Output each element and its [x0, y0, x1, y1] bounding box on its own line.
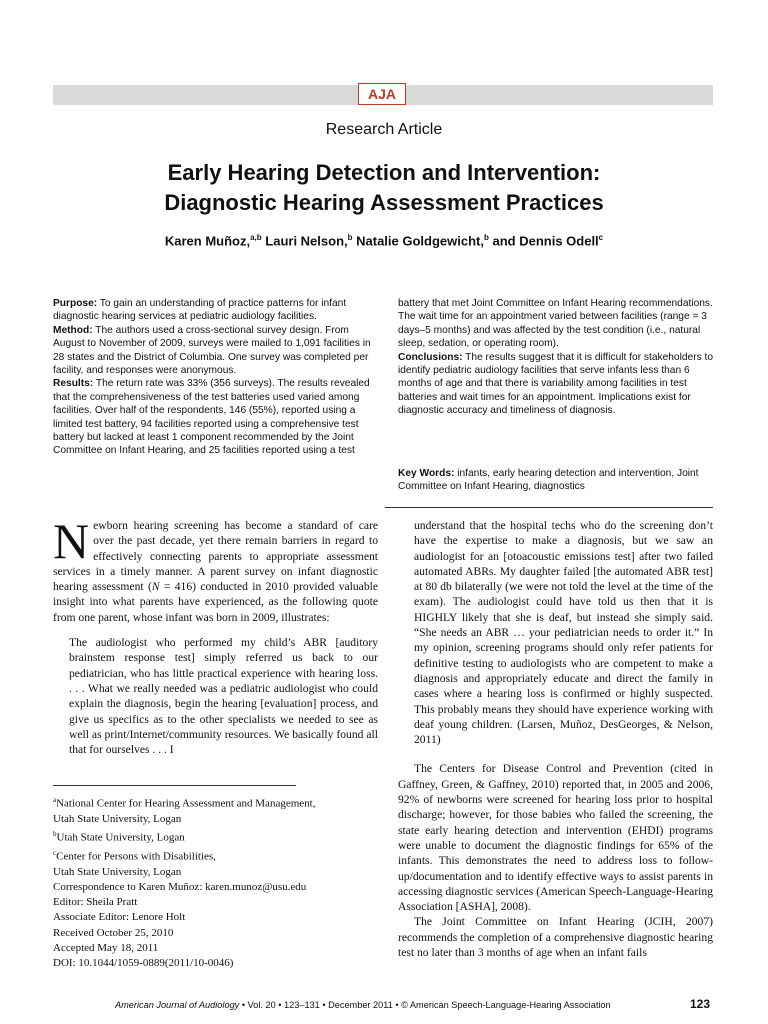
intro-text: ewborn hearing screening has become a standard of care over the past decade, yet there remain barriers in regard to effectively connecting parents to appropriate assessment services in a timely manner. A parent survey on infant diagnostic hearing assessment (	[53, 519, 378, 594]
conclusions-text: The results suggest that it is difficult for stakeholders to identify pediatric audiology facilities that serve infants less than 6 months of age and that there is variability among facilities in test batteries and wait times for an appointment. Implications exist for diagnostic accuracy and timeliness of diagnosis.	[398, 351, 714, 417]
drop-cap: N	[53, 513, 90, 569]
page-number: 123	[690, 997, 711, 1011]
conclusions-label: Conclusions:	[398, 351, 463, 363]
abstract-left	[53, 297, 371, 458]
author-name: Lauri Nelson,	[261, 233, 348, 249]
results-text: The return rate was 33% (356 surveys). The results revealed that the comprehensiveness of the test batteries used varied among facilities. Over half of the respondents, 146 (55%), reported using a limited test battery, 94 facilities reported using a comprehensive test battery but lacked at least 1 component recommended by the Joint Committee on Infant Hearing, and 25 facilities reported using a test	[53, 378, 370, 457]
affiliation-c-line-2: Utah State University, Logan	[53, 865, 182, 878]
intro-n: N	[151, 580, 160, 594]
affiliation-c: Center for Persons with Disabilities,	[56, 850, 216, 863]
method-text: The authors used a cross-sectional survey design. From August to November of 2009, surveys were mailed to 1,091 facilities in 28 states and the District of Columbia. One survey was completed per facility, and responses were anonymous.	[53, 324, 371, 377]
received-date: Received October 25, 2010	[53, 926, 174, 939]
author-name: Karen Muñoz,	[164, 233, 251, 249]
method-label: Method:	[53, 324, 93, 336]
footnote-divider	[53, 785, 296, 786]
author-name: Natalie Goldgewicht,	[352, 233, 484, 249]
body-column-right	[398, 518, 713, 960]
parent-quote-continued: understand that the hospital techs who do the screening don’t have the expertise to make a diagnosis, but we saw an audiologist for an [otoacoustic emissions test] after two failed automated ABRs. My daughter failed [the automated ABR test] at 80 db bilaterally (we were not told the level at the time of the exam). The audiologist could have told us then that it is HIGHLY likely that she is deaf, but instead she simply said. “She needs an ABR … your pediatrician needs to order it.” In my opinion, screening programs should only refer patients for definitive testing to audiologists who are competent to make a diagnosis and appropriately educate and direct the family in cases where a hearing loss is confirmed or highly suspected. This probably means they should have experience working with deaf young children. (Larsen, Muñoz, DesGeorges, & Nelson, 2011)	[414, 519, 713, 747]
affiliation-b: Utah State University, Logan	[56, 831, 185, 844]
abstract-right	[398, 297, 716, 418]
intro-text-cont: = 416) conducted in 2010 provided valuable insight into what parents have experienced, as the following quote from one parent, whose infant was born in 2009, illustrates:	[53, 580, 378, 624]
author-name: and Dennis Odell	[488, 233, 599, 249]
footnotes	[53, 793, 378, 971]
affiliation-mark: b	[483, 233, 489, 242]
affiliation-mark: c	[598, 233, 604, 242]
title-line-1: Early Hearing Detection and Intervention:	[167, 160, 601, 185]
author-list	[0, 233, 768, 248]
parent-quote: The audiologist who performed my child’s ABR [auditory brainstem response test] simply referred us back to our pediatrician, who has little practical experience with hearing loss. . . . What we really needed was a pediatric audiologist who could explain the diagnosis, begin the hearing [evaluation] process, and give us specifics as to the other specialists we needed to see as well as print/Internet/community resources. We basically found all that for ourselves . . . I	[69, 636, 378, 757]
journal-name: American Journal of Audiology	[115, 1000, 240, 1010]
affiliation-a-line-2: Utah State University, Logan	[53, 812, 182, 825]
footnote-mark: a	[53, 796, 57, 804]
correspondence: Correspondence to Karen Muñoz: karen.munoz@usu.edu	[53, 880, 307, 893]
purpose-label: Purpose:	[53, 298, 98, 309]
citation: • Vol. 20 • 123–131 • December 2011 • © American Speech-Language-Hearing Association	[239, 1000, 611, 1010]
abstract-divider	[385, 507, 713, 508]
article-title	[0, 158, 768, 218]
doi: DOI: 10.1044/1059-0889(2011/10-0046)	[53, 957, 234, 969]
page-footer	[115, 1000, 675, 1010]
results-continued: battery that met Joint Committee on Infant Hearing recommendations. The wait time for an appointment varied between facilities (range = 3 days–5 months) and was affected by the test condition (i.e., natural sleep, sedation, or operating room).	[398, 298, 713, 350]
accepted-date: Accepted May 18, 2011	[53, 941, 159, 954]
footnote-mark: c	[53, 848, 57, 857]
body-column-left	[53, 513, 378, 757]
keywords-text: infants, early hearing detection and intervention, Joint Committee on Infant Hearing, diagnostics	[398, 468, 699, 493]
affiliation-mark: a,b	[250, 233, 262, 242]
paragraph-jcih: The Joint Committee on Infant Hearing (JCIH, 2007) recommends the completion of a comprehensive diagnostic hearing test no later than 3 months of age when an infant fails	[398, 915, 713, 960]
keywords	[398, 467, 716, 494]
associate-editor: Associate Editor: Lenore Holt	[53, 911, 186, 924]
paragraph-cdc: The Centers for Disease Control and Prevention (cited in Gaffney, Green, & Gaffney, 2010) reported that, in 2005 and 2006, 92% of newborns were screened for hearing loss prior to hospital discharge; however, for those babies who failed the screening, the state early hearing detection and intervention (EHDI) programs were unable to document the diagnostic findings for 65% of the infants. This demonstrates the need to address loss to follow-up/documentation and to identify effective ways to assist parents in accessing diagnostic services (American Speech-Language-Hearing Association [ASHA], 2008).	[398, 762, 713, 914]
journal-badge: AJA	[358, 83, 406, 105]
purpose-text: To gain an understanding of practice patterns for infant diagnostic hearing services at pediatric audiology facilities.	[53, 298, 347, 323]
editor: Editor: Sheila Pratt	[53, 896, 138, 909]
affiliation-a: National Center for Hearing Assessment and Management,	[56, 797, 316, 810]
keywords-label: Key Words:	[398, 468, 455, 479]
results-label: Results:	[53, 378, 94, 390]
footnote-mark: b	[53, 830, 57, 839]
affiliation-mark: b	[347, 233, 353, 242]
article-type: Research Article	[325, 121, 443, 138]
title-line-2: Diagnostic Hearing Assessment Practices	[164, 190, 604, 215]
